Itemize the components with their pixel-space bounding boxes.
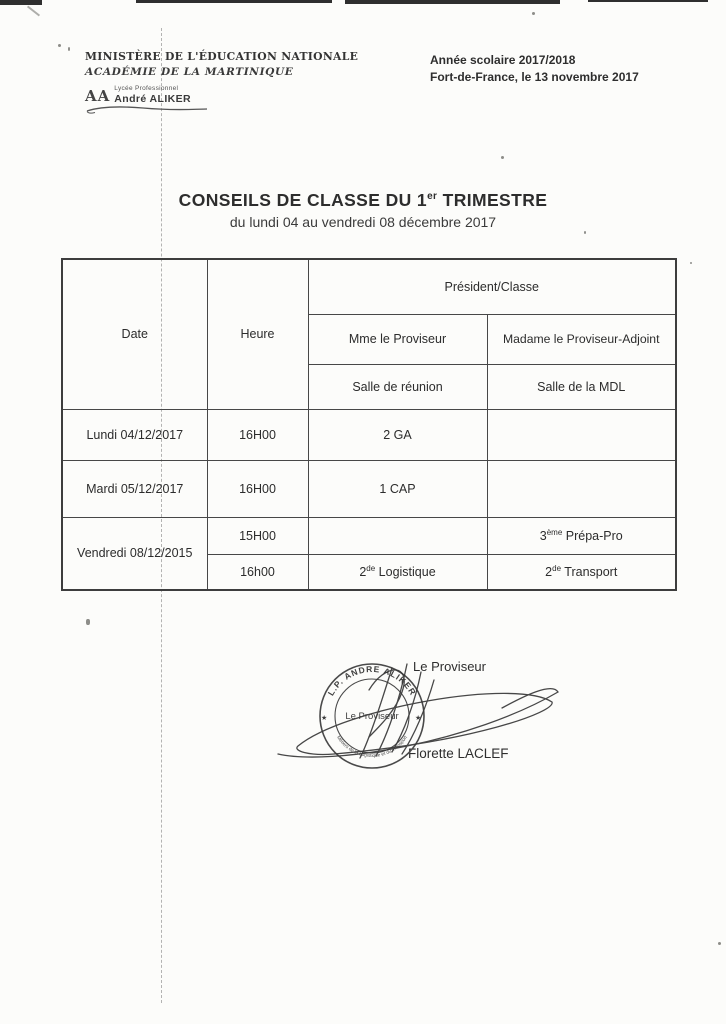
schedule-table-wrapper xyxy=(61,258,677,591)
cell-classe-adjoint xyxy=(487,554,676,590)
cell-classe-proviseur xyxy=(308,554,487,590)
scan-edge-artifact xyxy=(588,0,708,2)
scan-artifact xyxy=(27,6,40,17)
class-label-base: 2 xyxy=(545,565,553,580)
header-cell-president-classe: Président/Classe xyxy=(308,259,676,314)
class-label-sup: de xyxy=(366,564,376,574)
cell-heure: 16H00 xyxy=(207,409,308,460)
scan-edge-artifact xyxy=(0,0,42,5)
academy-name: ACADÉMIE DE LA MARTINIQUE xyxy=(85,66,294,78)
school-year-line: Année scolaire 2017/2018 xyxy=(430,53,576,67)
table-row xyxy=(62,460,676,517)
title-suffix: TRIMESTRE xyxy=(437,190,548,210)
title-ordinal-sup: er xyxy=(427,191,438,203)
document-title xyxy=(0,190,726,211)
logo-underline-swoosh-icon xyxy=(85,105,210,114)
scan-artifact xyxy=(58,44,61,47)
document-title-block xyxy=(0,190,726,230)
scan-artifact xyxy=(501,156,504,159)
class-label-base: 3 xyxy=(539,529,547,544)
scan-edge-artifact xyxy=(345,0,560,4)
header-cell-salle-reunion: Salle de réunion xyxy=(308,364,487,409)
cell-heure: 16h00 xyxy=(207,554,308,590)
class-label-base: 2 xyxy=(359,565,367,580)
signatory-role-label: Le Proviseur xyxy=(413,659,486,674)
header-cell-heure: Heure xyxy=(207,259,308,409)
header-cell-date: Date xyxy=(62,259,207,409)
stamp-top-arc-text: L.P. ANDRE ALIKER xyxy=(325,663,419,698)
scan-artifact xyxy=(718,942,721,945)
class-label-sup: ème xyxy=(546,527,563,537)
table-row xyxy=(62,409,676,460)
cell-classe-adjoint xyxy=(487,409,676,460)
school-logo xyxy=(85,86,220,114)
letterhead-date-block xyxy=(430,52,639,87)
school-type-label: Lycée Professionnel xyxy=(114,85,179,92)
stamp-bottom-arc-text: Métiers de la Logistique et du Transport xyxy=(335,735,409,759)
stamp-star-left-icon: ★ xyxy=(321,715,328,722)
scan-artifact xyxy=(68,47,70,51)
cell-classe-proviseur xyxy=(308,517,487,554)
stamp-center-text: Le Proviseur xyxy=(345,711,399,722)
letterhead-ministry-block xyxy=(85,50,358,78)
scan-artifact xyxy=(584,231,586,234)
class-label-rest: Transport xyxy=(561,565,618,580)
header-cell-salle-mdl: Salle de la MDL xyxy=(487,364,676,409)
ministry-name: MINISTÈRE DE L'ÉDUCATION NATIONALE xyxy=(85,50,359,63)
place-date-line: Fort-de-France, le 13 novembre 2017 xyxy=(430,70,639,85)
cell-date: Mardi 05/12/2017 xyxy=(62,460,207,517)
cell-classe-proviseur: 2 GA xyxy=(308,409,487,460)
title-prefix: CONSEILS DE CLASSE DU 1 xyxy=(178,190,428,210)
cell-classe-adjoint xyxy=(487,460,676,517)
stamp-star-right-icon: ★ xyxy=(415,715,422,722)
cell-date: Vendredi 08/12/2015 xyxy=(62,517,207,590)
table-row xyxy=(62,517,676,554)
school-monogram-icon: AA xyxy=(85,87,111,105)
document-subtitle: du lundi 04 au vendredi 08 décembre 2017 xyxy=(229,214,497,230)
cell-date: Lundi 04/12/2017 xyxy=(62,409,207,460)
signatory-name-label: Florette LACLEF xyxy=(408,746,509,761)
scan-artifact xyxy=(690,262,692,264)
header-cell-proviseur-adjoint: Madame le Proviseur-Adjoint xyxy=(487,314,676,364)
header-cell-proviseur: Mme le Proviseur xyxy=(308,314,487,364)
class-label-rest: Prépa-Pro xyxy=(562,529,623,544)
scan-artifact xyxy=(532,12,535,15)
scan-artifact xyxy=(86,619,90,625)
cell-heure: 15H00 xyxy=(207,517,308,554)
scan-edge-artifact xyxy=(136,0,332,3)
cell-heure: 16H00 xyxy=(207,460,308,517)
stamp-and-signature-graphic xyxy=(272,650,572,780)
schedule-table xyxy=(61,258,677,591)
class-label-sup: de xyxy=(552,564,562,574)
class-label-rest: Logistique xyxy=(375,565,436,580)
school-name-label: André ALIKER xyxy=(114,92,192,105)
cell-classe-adjoint xyxy=(487,517,676,554)
cell-classe-proviseur: 1 CAP xyxy=(308,460,487,517)
